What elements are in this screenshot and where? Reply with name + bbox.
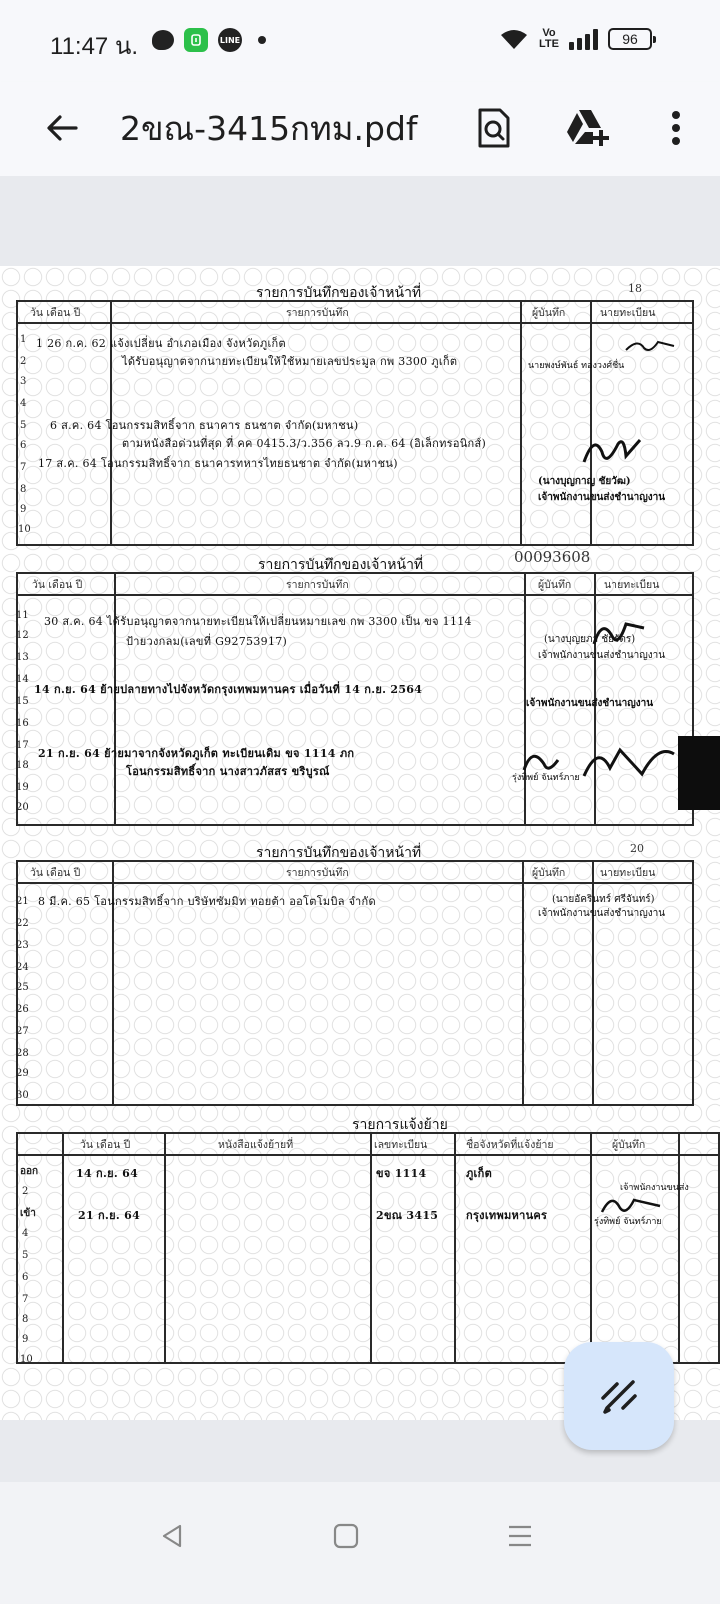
transfer-date: 14 ก.ย. 64: [76, 1167, 139, 1180]
arrow-back-icon: [44, 110, 80, 146]
signature-role: เจ้าพนักงานขนส่ง: [620, 1183, 689, 1193]
section3-title: รายการบันทึกของเจ้าหน้าที่: [256, 845, 422, 861]
signature-icon: [622, 336, 678, 356]
notification-icons: [152, 28, 266, 52]
section1-page-number: 18: [628, 282, 642, 295]
transfer-province: กรุงเทพมหานคร: [466, 1209, 548, 1222]
status-bar: [0, 0, 720, 82]
nav-home-icon: [332, 1522, 360, 1550]
signature-side-text: รุ่งทิพย์ จันทร์ภาย: [594, 1217, 662, 1227]
record-entry: 21 ก.ย. 64 ย้ายมาจากจังหวัดภูเก็ต ทะเบียนเดิม ขจ 1114 ภก: [38, 747, 355, 760]
annotate-fab-button[interactable]: [564, 1342, 674, 1450]
record-entry: โอนกรรมสิทธิ์จาก นางสาวภัสสร ขริบูรณ์: [126, 765, 330, 778]
volte-icon: Vo LTE: [539, 27, 559, 50]
pdf-viewer[interactable]: [0, 176, 720, 1516]
signature-name: (นางบุญยภา ชัยรัตร): [544, 634, 636, 645]
section1-title: รายการบันทึกของเจ้าหน้าที่: [256, 285, 422, 301]
record-entry: ตามหนังสือด่วนที่สุด ที่ คค 0415.3/ว.356 ลว.9 ก.ค. 64 (อิเล็กทรอนิกส์): [122, 437, 487, 450]
scan-edge-mark: [678, 736, 720, 810]
section2-header: วัน เดือน ปี รายการบันทึก ผู้บันทึก นายทะเบียน: [18, 574, 692, 596]
nav-back-button[interactable]: [142, 1506, 202, 1566]
record-entry: ป้ายวงกลม(เลขที่ G92753917): [126, 635, 288, 648]
back-button[interactable]: [34, 100, 90, 156]
search-document-button[interactable]: [466, 96, 522, 160]
signature-icon: [598, 1190, 668, 1220]
more-options-button[interactable]: [648, 96, 704, 160]
record-entry: 17 ส.ค. 64 โอนกรรมสิทธิ์จาก ธนาคารทหารไทยธนชาต จำกัด(มหาชน): [38, 457, 398, 470]
add-to-drive-button[interactable]: [560, 96, 616, 160]
record-entry: 1 26 ก.ค. 62 แจ้งเปลี่ยน อำเภอเมือง จังหวัดภูเก็ต: [36, 337, 286, 350]
record-entry: 6 ส.ค. 64 โอนกรรมสิทธิ์จาก ธนาคาร ธนชาต จำกัด(มหาชน): [50, 419, 359, 432]
wifi-icon: [499, 27, 529, 51]
nav-home-button[interactable]: [316, 1506, 376, 1566]
signature-icon: [588, 614, 648, 654]
section3-header: วัน เดือน ปี รายการบันทึก ผู้บันทึก นายทะเบียน: [18, 862, 692, 884]
section4-header: วัน เดือน ปี หนังสือแจ้งย้ายที่ เลขทะเบียน ชื่อจังหวัดที่แจ้งย้าย ผู้บันทึก: [18, 1134, 718, 1156]
status-time: 11:47 น.: [50, 33, 139, 60]
signature-role: เจ้าพนักงานขนส่งชำนาญงาน: [538, 492, 666, 503]
chat-icon: [152, 30, 174, 50]
nav-recents-button[interactable]: [490, 1506, 550, 1566]
signature-role: เจ้าพนักงานขนส่งชำนาญงาน: [538, 650, 666, 661]
section2-serial: 00093608: [514, 548, 591, 566]
transfer-plate: ขจ 1114: [376, 1167, 427, 1180]
signature-side-text: รุ่งทิพย์ จันทร์ภาย: [512, 773, 580, 783]
section2-title: รายการบันทึกของเจ้าหน้าที่: [258, 557, 424, 573]
record-entry: 14 ก.ย. 64 ย้ายปลายทางไปจังหวัดกรุงเทพมหานคร เมื่อวันที่ 14 ก.ย. 2564: [34, 683, 423, 696]
search-document-icon: [476, 107, 512, 149]
transfer-province: ภูเก็ต: [466, 1167, 493, 1180]
edit-pen-icon: [597, 1374, 641, 1418]
transfer-date: 21 ก.ย. 64: [78, 1209, 141, 1222]
pdf-page: [0, 266, 720, 1420]
nav-recents-icon: [506, 1522, 534, 1550]
more-notifications-icon: [258, 36, 266, 44]
line-green-icon: [184, 28, 208, 52]
record-entry: 8 มี.ค. 65 โอนกรรมสิทธิ์จาก บริษัทซัมมิท ทอยต้า ออโตโมบิล จำกัด: [38, 895, 376, 908]
line-icon: LINE: [218, 28, 242, 52]
more-vert-icon: [671, 110, 681, 146]
section4-table: วัน เดือน ปี หนังสือแจ้งย้ายที่ เลขทะเบียน ชื่อจังหวัดที่แจ้งย้าย ผู้บันทึก ออก 2 เข้า 4 5 6 7 8 9 10 14 ก.ย. 64 ขจ 1114 ภูเก็ต 21 ก.ย. 64 2ขณ 3415 กรุงเทพมหานคร รุ่งทิพย์ จันทร์ภาย เจ้าพนักงานขนส่ง: [16, 1132, 720, 1364]
nav-back-icon: [158, 1522, 186, 1550]
signature-name: (นายอัครินทร์ ศรีจันทร์): [552, 894, 655, 905]
section2-table: วัน เดือน ปี รายการบันทึก ผู้บันทึก นายทะเบียน 11 12 13 14 15 16 17 18 19 20 30 ส.ค. 64 ได้รับอนุญาตจากนายทะเบียนให้เปลี่ยนหมายเลข กพ 3300 เป็น ขจ 1114 ป้ายวงกลม(เลขที่ G92753917) 14 ก.ย. 64 ย้ายปลายทางไปจังหวัดกรุงเทพมหานคร เมื่อวันที่ 14 ก.ย. 2564 21 ก.ย. 64 ย้ายมาจากจังหวัดภูเก็ต ทะเบียนเดิม ขจ 1114 ภก โอนกรรมสิทธิ์จาก นางสาวภัสสร ขริบูรณ์ (นางบุญยภา ชัยรัตร) เจ้าพนักงานขนส่งชำนาญงาน เจ้าพนักงานขนส่งชำนาญงาน รุ่งทิพย์ จันทร์ภาย: [16, 572, 694, 826]
battery-icon: 96: [608, 28, 652, 50]
transfer-plate: 2ขณ 3415: [376, 1209, 439, 1222]
signature-name: (นางบุญกาญ ชัยวัฒ): [538, 476, 631, 487]
signature-role: เจ้าพนักงานขนส่งชำนาญงาน: [538, 908, 666, 919]
section3-page-number: 20: [630, 842, 644, 855]
document-title: 2ขณ-3415กทม.pdf: [120, 109, 418, 148]
section1-table: วัน เดือน ปี รายการบันทึก ผู้บันทึก นายทะเบียน 1 2 3 4 5 6 7 8 9 10 1 26 ก.ค. 62 แจ้งเปลี่ยน อำเภอเมือง จังหวัดภูเก็ต ได้รับอนุญาตจากนายทะเบียนให้ใช้หมายเลขประมูล กพ 3300 ภูเก็ต 6 ส.ค. 64 โอนกรรมสิทธิ์จาก ธนาคาร ธนชาต จำกัด(มหาชน) ตามหนังสือด่วนที่สุด ที่ คค 0415.3/ว.356 ลว.9 ก.ค. 64 (อิเล็กทรอนิกส์) 17 ส.ค. 64 โอนกรรมสิทธิ์จาก ธนาคารทหารไทยธนชาต จำกัด(มหาชน) นายพงษ์พันธ์ ทองวงศ์ชื่น (นางบุญกาญ ชัยวัฒ) เจ้าพนักงานขนส่งชำนาญงาน: [16, 300, 694, 546]
record-entry: ได้รับอนุญาตจากนายทะเบียนให้ใช้หมายเลขประมูล กพ 3300 ภูเก็ต: [122, 355, 458, 368]
drive-add-icon: [565, 108, 611, 148]
system-navigation-bar: [0, 1482, 720, 1604]
record-entry: 30 ส.ค. 64 ได้รับอนุญาตจากนายทะเบียนให้เปลี่ยนหมายเลข กพ 3300 เป็น ขจ 1114: [44, 615, 472, 628]
app-bar: [0, 82, 720, 176]
section4-title: รายการแจ้งย้าย: [352, 1117, 448, 1133]
signature-icon: [518, 740, 678, 784]
signature-side-text: นายพงษ์พันธ์ ทองวงศ์ชื่น: [528, 361, 625, 371]
signal-icon: [569, 28, 598, 50]
section3-table: วัน เดือน ปี รายการบันทึก ผู้บันทึก นายทะเบียน 21 22 23 24 25 26 27 28 29 30 8 มี.ค. 65 โอนกรรมสิทธิ์จาก บริษัทซัมมิท ทอยต้า ออโตโมบิล จำกัด (นายอัครินทร์ ศรีจันทร์) เจ้าพนักงานขนส่งชำนาญงาน: [16, 860, 694, 1106]
system-icons: [499, 27, 652, 51]
signature-icon: [574, 432, 644, 476]
signature-role: เจ้าพนักงานขนส่งชำนาญงาน: [526, 698, 654, 709]
section1-header: วัน เดือน ปี รายการบันทึก ผู้บันทึก นายทะเบียน: [18, 302, 692, 324]
